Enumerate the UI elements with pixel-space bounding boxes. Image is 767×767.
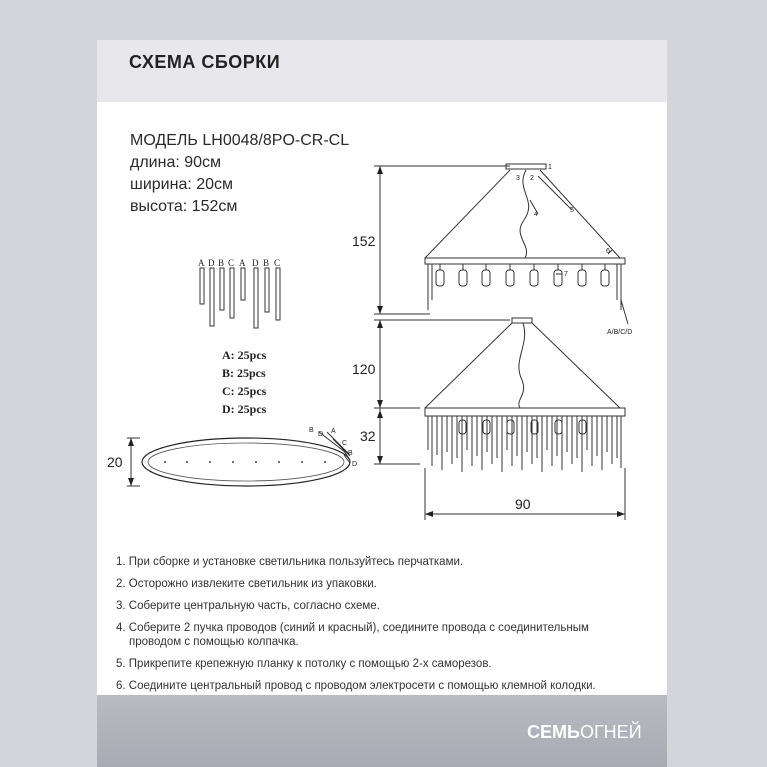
crystal-rod	[254, 268, 258, 328]
crystal-rod	[230, 268, 234, 318]
legend-item: B: 25pcs	[222, 366, 266, 380]
step-text-continued: проводом с помощью колпачка.	[129, 636, 299, 648]
side-view-top	[374, 164, 628, 324]
callout-letter: A	[331, 428, 336, 435]
legend-item: A: 25pcs	[222, 348, 267, 362]
step-text: 5. Прикрепите крепежную планку к потолку с помощью 2-х саморезов.	[116, 658, 492, 670]
dim-height-total: 152	[352, 233, 376, 249]
crystal-rod	[276, 268, 280, 320]
spec-model: МОДЕЛЬ LH0048/8PO-CR-CL	[130, 132, 350, 149]
crystal-legend	[222, 346, 266, 418]
brand-part-2: ОГНЕЙ	[579, 722, 642, 742]
step-text: 4. Соберите 2 пучка проводов (синий и красный), соедините провода с соединительным	[116, 622, 589, 634]
dim-height-body: 32	[360, 428, 376, 444]
step-text: 2. Осторожно извлеките светильник из упаковки.	[116, 578, 377, 590]
crystal-letter: D	[252, 258, 259, 268]
top-view	[127, 432, 350, 486]
spec-length: длина: 90см	[130, 154, 222, 171]
callout-abcd: A/B/C/D	[607, 329, 633, 336]
step-text: 3. Соберите центральную часть, согласно схеме.	[116, 600, 380, 612]
dim-width-top: 20	[107, 454, 123, 470]
crystal-rod	[200, 268, 204, 304]
crystal-letters	[198, 258, 280, 268]
callout-letter: B	[348, 450, 353, 457]
callout-2: 2	[530, 175, 534, 182]
step-item	[116, 657, 596, 671]
callout-letter: D	[318, 431, 324, 438]
spec-width: ширина: 20см	[130, 176, 234, 193]
spec-height: высота: 152см	[130, 198, 238, 215]
crystal-letter: B	[218, 258, 225, 268]
crystal-letter: A	[239, 258, 246, 268]
brand-logo	[527, 722, 642, 743]
crystal-letter: B	[263, 258, 270, 268]
instruction-steps	[116, 555, 596, 701]
page-title: СХЕМА СБОРКИ	[129, 52, 281, 72]
callout-letter: C	[342, 440, 348, 447]
crystal-rods	[200, 268, 280, 328]
legend-item: C: 25pcs	[222, 384, 267, 398]
crystal-letter: A	[198, 258, 205, 268]
callout-4: 4	[534, 211, 538, 218]
step-item	[116, 621, 596, 649]
step-item	[116, 555, 596, 569]
callout-letter: D	[352, 461, 358, 468]
callout-letter: B	[309, 427, 314, 434]
callout-3: 3	[516, 175, 520, 182]
crystal-letter: C	[228, 258, 235, 268]
crystal-letter: C	[274, 258, 281, 268]
callout-6: 6	[606, 248, 610, 255]
side-view-bottom	[374, 318, 625, 520]
dim-length-bottom: 90	[515, 496, 531, 512]
callout-1: 1	[548, 164, 552, 171]
callout-7: 7	[564, 271, 568, 278]
step-text: 6. Соедините центральный провод с проводом электросети с помощью клемной колодки.	[116, 680, 596, 692]
callout-5: 5	[570, 207, 574, 214]
legend-item: D: 25pcs	[222, 402, 267, 416]
step-item	[116, 679, 596, 693]
dim-height-suspension: 120	[352, 361, 376, 377]
crystal-rod	[265, 268, 269, 312]
step-item	[116, 577, 596, 591]
lower-crystals	[428, 416, 621, 472]
crystal-rod	[241, 268, 245, 300]
upper-lamps	[436, 264, 609, 286]
step-text: 1. При сборке и установке светильника пользуйтесь перчатками.	[116, 556, 464, 568]
crystal-letter: D	[208, 258, 215, 268]
callout-numbers	[516, 164, 632, 336]
crystal-rod	[220, 268, 224, 310]
crystal-rod	[210, 268, 214, 326]
top-view-dots	[164, 461, 326, 463]
step-item	[116, 599, 596, 613]
brand-part-1: СЕМЬ	[527, 722, 580, 742]
